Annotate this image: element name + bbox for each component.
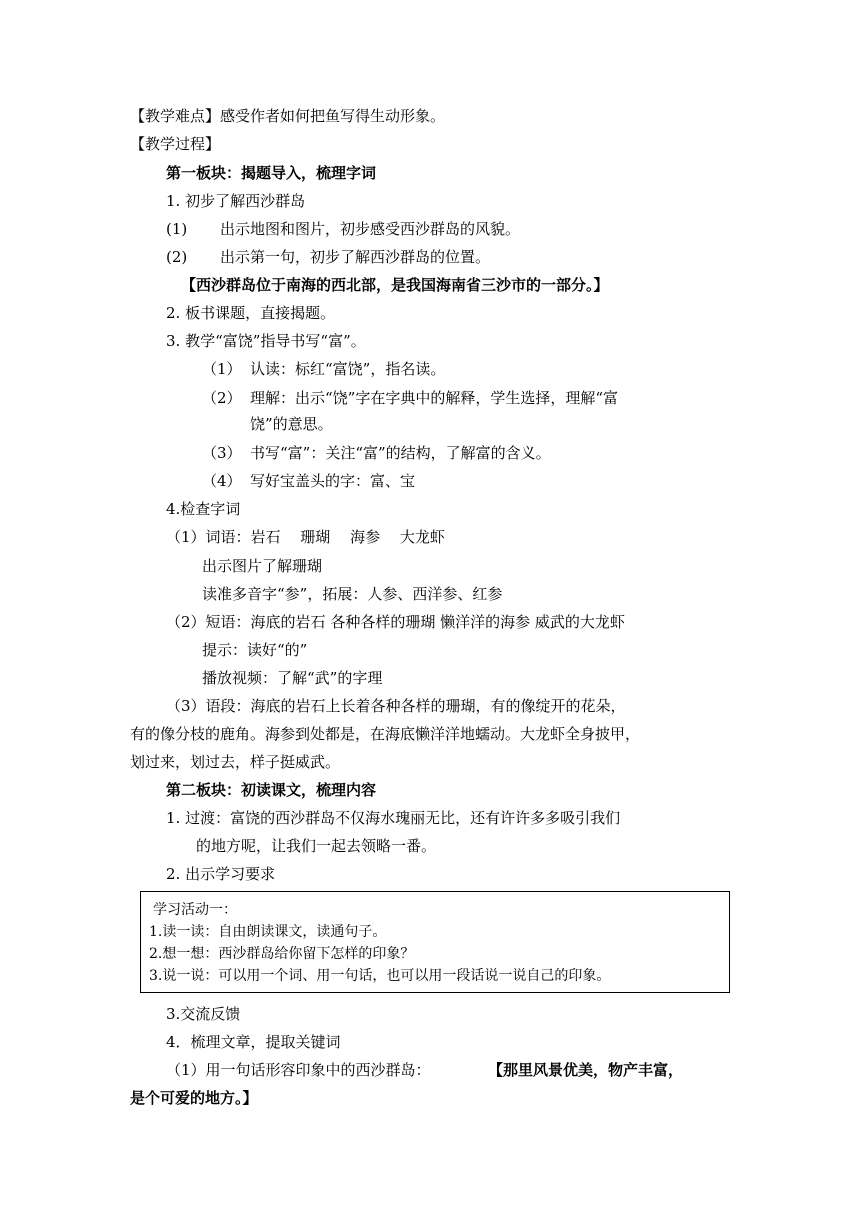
step-3-sub-2-text-cont: 饶”的意思。 [250,415,333,433]
step-4-phrases-note-2: 播放视频：了解“武”的字理 [202,669,383,687]
step-4-paragraph-line-2: 有的像分枝的鹿角。海参到处都是，在海底懒洋洋地蠕动。大龙虾全身披甲， [130,725,641,743]
step-3-sub-2-text: 理解：出示“饶”字在字典中的解释，学生选择，理解“富 [250,389,619,407]
step-1-sub-2-number: (2) [166,248,188,266]
section-2-step-3: 3.交流反馈 [166,1005,241,1023]
step-3-sub-4-text: 写好宝盖头的字：富、宝 [250,472,416,490]
section-1-heading: 第一板块：揭题导入，梳理字词 [166,164,377,182]
step-3-sub-2-number: （2） [202,389,242,407]
step-4-phrases-note-1: 提示：读好“的” [202,641,308,659]
step-3-sub-3-text: 书写“富”：关注“富”的结构，了解富的含义。 [250,444,551,462]
impression-answer-cont: 是个可爱的地方。】 [130,1089,258,1107]
step-4-paragraph-line-3: 划过来，划过去，样子挺威武。 [130,753,341,771]
step-1-sub-1-number: (1) [166,220,188,238]
activity-item-1: 1.读一读：自由朗读课文，读通句子。 [149,924,387,940]
step-3-sub-1-text: 认读：标红“富饶”，指名读。 [250,360,446,378]
step-3: 3. 教学“富饶”指导书写“富”。 [166,332,366,350]
step-1: 1. 初步了解西沙群岛 [166,192,306,210]
section-2-step-4: 4．梳理文章，提取关键词 [166,1033,341,1051]
step-4: 4.检查字词 [166,500,241,518]
section-2-heading: 第二板块：初读课文，梳理内容 [166,781,377,799]
impression-answer: 【那里风景优美，物产丰富， [488,1061,684,1079]
step-4-words: （1）词语：岩石 珊瑚 海参 大龙虾 [166,528,445,546]
step-4-paragraph-line-1: （3）语段：海底的岩石上长着各种各样的珊瑚，有的像绽开的花朵， [166,697,626,715]
step-2: 2. 板书课题，直接揭题。 [166,304,336,322]
teaching-process-heading: 【教学过程】 [130,135,221,153]
step-3-sub-3-number: （3） [202,444,242,462]
step-3-sub-4-number: （4） [202,472,242,490]
activity-item-2: 2.想一想：西沙群岛给你留下怎样的印象？ [149,946,415,962]
learning-activity-box [140,891,730,993]
step-4-phrases: （2）短语：海底的岩石 各种各样的珊瑚 懒洋洋的海参 威武的大龙虾 [166,613,625,631]
impression-prompt: （1）用一句话形容印象中的西沙群岛： [166,1061,431,1079]
step-3-sub-1-number: （1） [202,360,242,378]
activity-item-3: 3.说一说：可以用一个词、用一句话，也可以用一段话说一说自己的印象。 [149,968,611,984]
step-1-sub-1-text: 出示地图和图片，初步感受西沙群岛的风貌。 [220,220,521,238]
activity-title: 学习活动一： [153,902,237,918]
step-4-words-note-2: 读准多音字“参”，拓展：人参、西洋参、红参 [202,585,503,603]
section-2-step-1-cont: 的地方呢，让我们一起去领略一番。 [196,837,437,855]
section-2-step-2: 2. 出示学习要求 [166,865,276,883]
location-quote: 【西沙群岛位于南海的西北部，是我国海南省三沙市的一部分。】 [181,276,609,294]
section-2-step-1: 1. 过渡：富饶的西沙群岛不仅海水瑰丽无比，还有许许多多吸引我们 [166,809,621,827]
teaching-difficulty: 【教学难点】感受作者如何把鱼写得生动形象。 [130,107,446,125]
step-1-sub-2-text: 出示第一句，初步了解西沙群岛的位置。 [220,248,491,266]
step-4-words-note-1: 出示图片了解珊瑚 [202,557,323,575]
